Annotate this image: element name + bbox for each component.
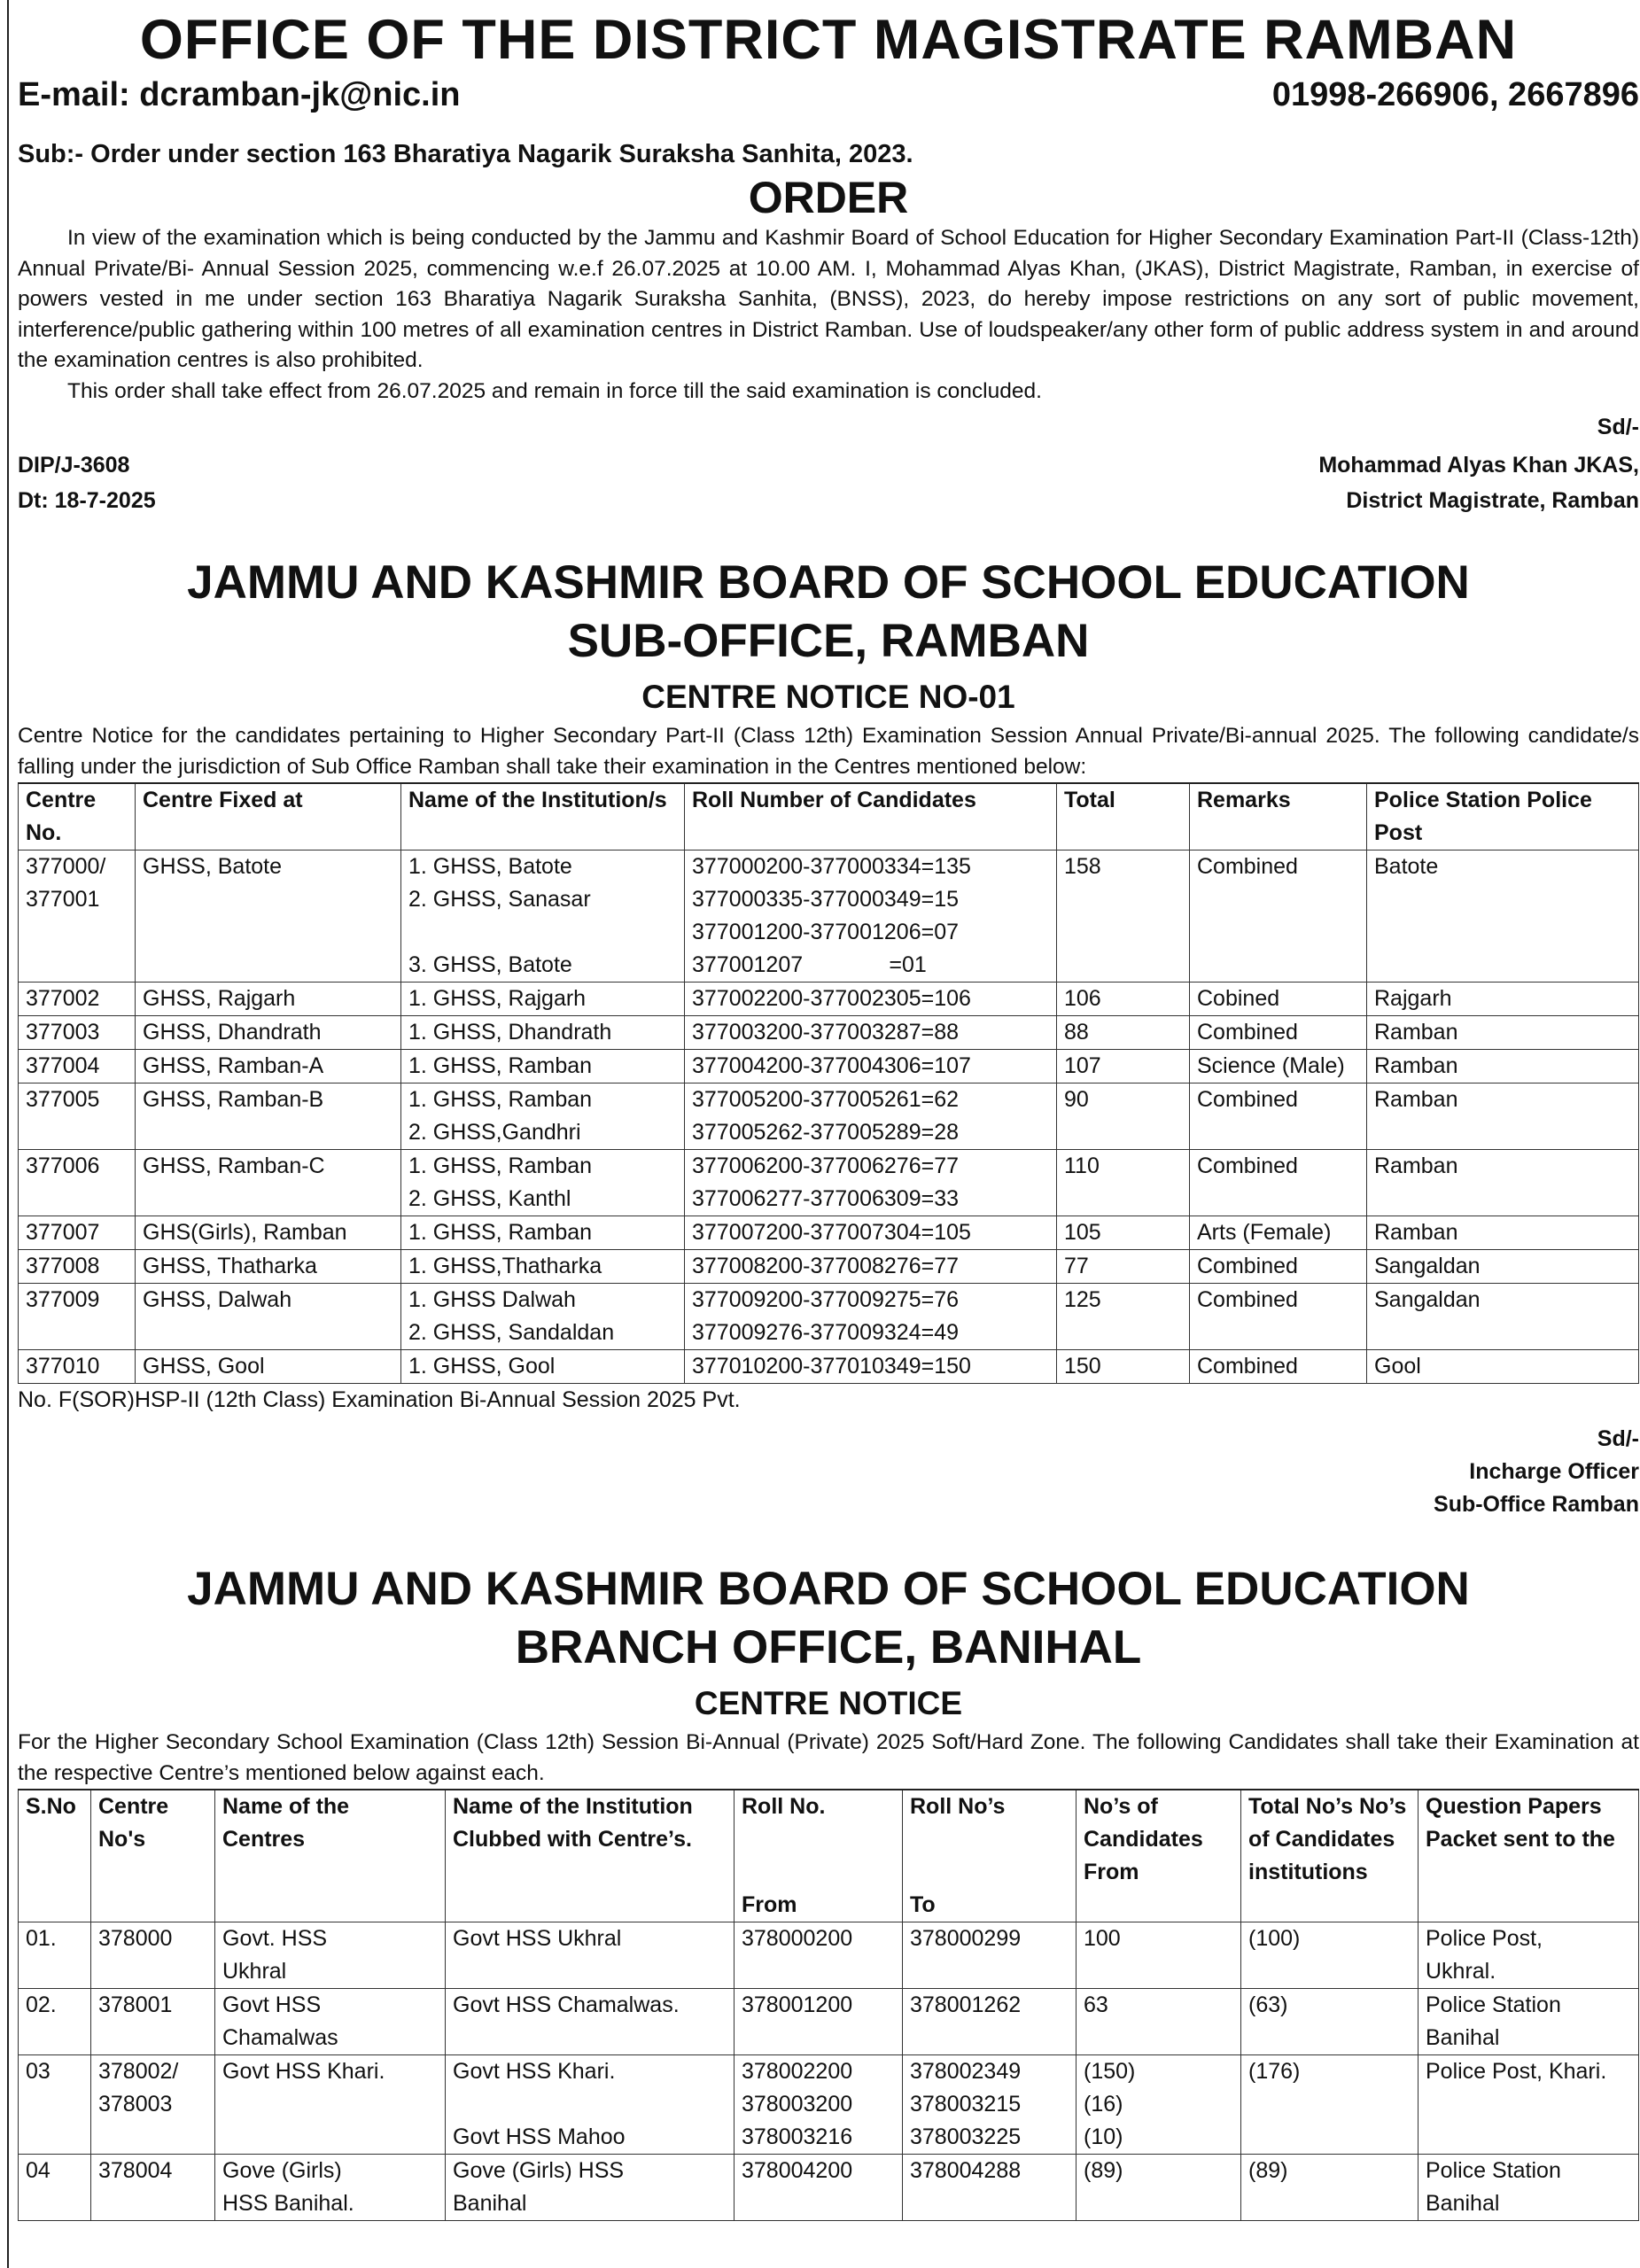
cell-centre-fixed: GHS(Girls), Ramban bbox=[136, 1216, 401, 1250]
cell-institutions: 1. GHSS, Ramban bbox=[401, 1050, 685, 1084]
signatory-designation: District Magistrate, Ramban bbox=[1346, 488, 1639, 513]
cell-roll-from: 378000200 bbox=[735, 1922, 903, 1989]
cell-roll-numbers: 377007200-377007304=105 bbox=[685, 1216, 1057, 1250]
cell-centre-no: 378002/ 378003 bbox=[91, 2055, 215, 2155]
cell-total: 158 bbox=[1057, 850, 1190, 983]
cell-total: 125 bbox=[1057, 1284, 1190, 1350]
cell-roll-from: 378002200 378003200 378003216 bbox=[735, 2055, 903, 2155]
cell-centre-no: 377003 bbox=[19, 1016, 136, 1050]
office-title: OFFICE OF THE DISTRICT MAGISTRATE RAMBAN bbox=[139, 9, 1518, 71]
cell-remarks: Combined bbox=[1190, 1084, 1367, 1150]
cell-centre-no: 378004 bbox=[91, 2155, 215, 2221]
cell-centre-no: 377008 bbox=[19, 1250, 136, 1284]
cell-roll-numbers: 377010200-377010349=150 bbox=[685, 1350, 1057, 1384]
cell-institutions: 1. GHSS, Batote 2. GHSS, Sanasar 3. GHSS, Batote bbox=[401, 850, 685, 983]
table-row bbox=[19, 1250, 1639, 1284]
cell-total: 105 bbox=[1057, 1216, 1190, 1250]
page-border bbox=[7, 0, 9, 2268]
cell-remarks: Combined bbox=[1190, 1016, 1367, 1050]
cell-institutions: 1. GHSS, Ramban 2. GHSS, Kanthl bbox=[401, 1150, 685, 1216]
cell-institution: Govt HSS Khari. Govt HSS Mahoo bbox=[446, 2055, 735, 2155]
cell-centre-fixed: GHSS, Dhandrath bbox=[136, 1016, 401, 1050]
order-signatory bbox=[1318, 447, 1639, 518]
cell-remarks: Arts (Female) bbox=[1190, 1216, 1367, 1250]
cell-centre-no: 377009 bbox=[19, 1284, 136, 1350]
col-police: Police Station Police Post bbox=[1367, 783, 1639, 850]
cell-centre-name: Gove (Girls) HSS Banihal. bbox=[215, 2155, 446, 2221]
col-centre-no: Centre No's bbox=[91, 1790, 215, 1922]
cell-candidates: 63 bbox=[1076, 1989, 1241, 2055]
ramban-signatory-title: Incharge Officer bbox=[1469, 1459, 1639, 1484]
cell-candidates: 100 bbox=[1076, 1922, 1241, 1989]
banihal-office-title: BRANCH OFFICE, BANIHAL bbox=[515, 1621, 1142, 1674]
dip-number: DIP/J-3608 bbox=[18, 453, 130, 478]
col-sno: S.No bbox=[19, 1790, 91, 1922]
cell-total: (176) bbox=[1241, 2055, 1418, 2155]
order-sd: Sd/- bbox=[1597, 415, 1639, 439]
cell-sno: 01. bbox=[19, 1922, 91, 1989]
table-row bbox=[19, 1050, 1639, 1084]
cell-centre-fixed: GHSS, Batote bbox=[136, 850, 401, 983]
col-roll-from: Roll No. From bbox=[735, 1790, 903, 1922]
cell-remarks: Science (Male) bbox=[1190, 1050, 1367, 1084]
cell-roll-numbers: 377009200-377009275=76 377009276-377009324=49 bbox=[685, 1284, 1057, 1350]
table-row bbox=[19, 983, 1639, 1016]
office-phone: 01998-266906, 2667896 bbox=[1271, 76, 1639, 113]
table-row bbox=[19, 1284, 1639, 1350]
table-row bbox=[19, 1216, 1639, 1250]
cell-total: 107 bbox=[1057, 1050, 1190, 1084]
col-packet: Question Papers Packet sent to the bbox=[1418, 1790, 1639, 1922]
cell-centre-fixed: GHSS, Rajgarh bbox=[136, 983, 401, 1016]
cell-police: Ramban bbox=[1367, 1150, 1639, 1216]
cell-institution: Govt HSS Ukhral bbox=[446, 1922, 735, 1989]
ramban-sd: Sd/- bbox=[1597, 1426, 1639, 1451]
cell-centre-fixed: GHSS, Gool bbox=[136, 1350, 401, 1384]
cell-centre-fixed: GHSS, Ramban-C bbox=[136, 1150, 401, 1216]
cell-centre-no: 377004 bbox=[19, 1050, 136, 1084]
table-header-row bbox=[19, 783, 1639, 850]
cell-roll-numbers: 377008200-377008276=77 bbox=[685, 1250, 1057, 1284]
order-heading: ORDER bbox=[748, 173, 909, 222]
signatory-name: Mohammad Alyas Khan JKAS, bbox=[1318, 453, 1639, 478]
cell-roll-to: 378000299 bbox=[903, 1922, 1076, 1989]
col-institution: Name of the Institution/s bbox=[401, 783, 685, 850]
cell-roll-numbers: 377000200-377000334=135 377000335-377000349=15 377001200-377001206=07 377001207 =01 bbox=[685, 850, 1057, 983]
ramban-signature bbox=[18, 1423, 1639, 1521]
cell-packet: Police Station Banihal bbox=[1418, 2155, 1639, 2221]
cell-total: 106 bbox=[1057, 983, 1190, 1016]
col-institution: Name of the Institution Clubbed with Centre’s. bbox=[446, 1790, 735, 1922]
banihal-table-body bbox=[19, 1922, 1639, 2221]
cell-roll-numbers: 377005200-377005261=62 377005262-377005289=28 bbox=[685, 1084, 1057, 1150]
cell-total: (100) bbox=[1241, 1922, 1418, 1989]
cell-institution: Gove (Girls) HSS Banihal bbox=[446, 2155, 735, 2221]
cell-institutions: 1. GHSS,Thatharka bbox=[401, 1250, 685, 1284]
ramban-board-title: JAMMU AND KASHMIR BOARD OF SCHOOL EDUCATION bbox=[187, 556, 1470, 609]
cell-centre-no: 377002 bbox=[19, 983, 136, 1016]
order-date: Dt: 18-7-2025 bbox=[18, 488, 156, 513]
cell-centre-no: 378000 bbox=[91, 1922, 215, 1989]
cell-police: Ramban bbox=[1367, 1084, 1639, 1150]
cell-roll-from: 378001200 bbox=[735, 1989, 903, 2055]
cell-candidates: (89) bbox=[1076, 2155, 1241, 2221]
order-paragraph-2: This order shall take effect from 26.07.2025 and remain in force till the said examination is concluded. bbox=[67, 378, 1042, 403]
document-page bbox=[18, 0, 1639, 2221]
cell-centre-no: 377010 bbox=[19, 1350, 136, 1384]
banihal-notice-title: CENTRE NOTICE bbox=[694, 1685, 963, 1721]
cell-remarks: Combined bbox=[1190, 1350, 1367, 1384]
cell-centre-fixed: GHSS, Dalwah bbox=[136, 1284, 401, 1350]
table-row bbox=[19, 1150, 1639, 1216]
cell-roll-numbers: 377002200-377002305=106 bbox=[685, 983, 1057, 1016]
cell-centre-name: Govt. HSS Ukhral bbox=[215, 1922, 446, 1989]
cell-police: Sangaldan bbox=[1367, 1284, 1639, 1350]
ramban-signatory-office: Sub-Office Ramban bbox=[1434, 1492, 1639, 1517]
col-remarks: Remarks bbox=[1190, 783, 1367, 850]
cell-police: Sangaldan bbox=[1367, 1250, 1639, 1284]
cell-centre-no: 378001 bbox=[91, 1989, 215, 2055]
cell-centre-no: 377006 bbox=[19, 1150, 136, 1216]
cell-total: 110 bbox=[1057, 1150, 1190, 1216]
cell-candidates: (150) (16) (10) bbox=[1076, 2055, 1241, 2155]
cell-police: Gool bbox=[1367, 1350, 1639, 1384]
cell-total: (89) bbox=[1241, 2155, 1418, 2221]
banihal-board-title: JAMMU AND KASHMIR BOARD OF SCHOOL EDUCATION bbox=[187, 1563, 1470, 1615]
ramban-table-body bbox=[19, 850, 1639, 1384]
cell-institutions: 1. GHSS, Rajgarh bbox=[401, 983, 685, 1016]
cell-roll-to: 378001262 bbox=[903, 1989, 1076, 2055]
cell-centre-fixed: GHSS, Ramban-A bbox=[136, 1050, 401, 1084]
table-header-row bbox=[19, 1790, 1639, 1922]
cell-roll-numbers: 377003200-377003287=88 bbox=[685, 1016, 1057, 1050]
cell-institution: Govt HSS Chamalwas. bbox=[446, 1989, 735, 2055]
cell-roll-numbers: 377006200-377006276=77 377006277-377006309=33 bbox=[685, 1150, 1057, 1216]
cell-total: 88 bbox=[1057, 1016, 1190, 1050]
cell-centre-name: Govt HSS Khari. bbox=[215, 2055, 446, 2155]
office-email: E-mail: dcramban-jk@nic.in bbox=[18, 76, 461, 113]
cell-packet: Police Post, Khari. bbox=[1418, 2055, 1639, 2155]
cell-centre-name: Govt HSS Chamalwas bbox=[215, 1989, 446, 2055]
col-candidates: No’s of Candidates From bbox=[1076, 1790, 1241, 1922]
col-centre-no: Centre No. bbox=[19, 783, 136, 850]
table-row bbox=[19, 1016, 1639, 1050]
order-reference bbox=[18, 447, 156, 518]
cell-roll-from: 378004200 bbox=[735, 2155, 903, 2221]
cell-centre-no: 377000/ 377001 bbox=[19, 850, 136, 983]
banihal-centre-table bbox=[18, 1789, 1639, 2221]
cell-total: (63) bbox=[1241, 1989, 1418, 2055]
cell-institutions: 1. GHSS, Dhandrath bbox=[401, 1016, 685, 1050]
col-roll-to: Roll No’s To bbox=[903, 1790, 1076, 1922]
cell-institutions: 1. GHSS, Gool bbox=[401, 1350, 685, 1384]
table-row bbox=[19, 1350, 1639, 1384]
col-roll: Roll Number of Candidates bbox=[685, 783, 1057, 850]
cell-police: Rajgarh bbox=[1367, 983, 1639, 1016]
cell-total: 77 bbox=[1057, 1250, 1190, 1284]
col-centre-name: Name of the Centres bbox=[215, 1790, 446, 1922]
cell-remarks: Combined bbox=[1190, 1250, 1367, 1284]
cell-centre-no: 377007 bbox=[19, 1216, 136, 1250]
ramban-notice-intro: Centre Notice for the candidates pertaining to Higher Secondary Part-II (Class 12th) Examination Session Annual Private/Bi-annual 2025. The following candidate/s falling under the jurisdiction of Sub Office Ramban shall take their examination in the Centres mentioned below: bbox=[18, 724, 1639, 779]
cell-police: Ramban bbox=[1367, 1050, 1639, 1084]
ramban-centre-table bbox=[18, 782, 1639, 1384]
ramban-office-title: SUB-OFFICE, RAMBAN bbox=[567, 615, 1090, 667]
cell-remarks: Cobined bbox=[1190, 983, 1367, 1016]
col-total: Total No’s No’s of Candidates institutions bbox=[1241, 1790, 1418, 1922]
cell-remarks: Combined bbox=[1190, 1284, 1367, 1350]
order-signature-block bbox=[18, 447, 1639, 518]
table-row bbox=[19, 1922, 1639, 1989]
cell-institutions: 1. GHSS Dalwah 2. GHSS, Sandaldan bbox=[401, 1284, 685, 1350]
banihal-notice-intro: For the Higher Secondary School Examination (Class 12th) Session Bi-Annual (Private) 2025 Soft/Hard Zone. The following Candidates shall take their Examination at the respective Centre’s mentioned below against each. bbox=[18, 1730, 1639, 1785]
cell-remarks: Combined bbox=[1190, 850, 1367, 983]
ramban-reference: No. F(SOR)HSP-II (12th Class) Examination Bi-Annual Session 2025 Pvt. bbox=[18, 1387, 741, 1412]
cell-sno: 02. bbox=[19, 1989, 91, 2055]
cell-roll-to: 378004288 bbox=[903, 2155, 1076, 2221]
table-row bbox=[19, 2155, 1639, 2221]
contact-line bbox=[18, 74, 1639, 115]
cell-roll-to: 378002349 378003215 378003225 bbox=[903, 2055, 1076, 2155]
cell-police: Ramban bbox=[1367, 1016, 1639, 1050]
order-subject: Sub:- Order under section 163 Bharatiya Nagarik Suraksha Sanhita, 2023. bbox=[18, 140, 913, 168]
cell-police: Ramban bbox=[1367, 1216, 1639, 1250]
table-row bbox=[19, 2055, 1639, 2155]
order-paragraph-1: In view of the examination which is being conducted by the Jammu and Kashmir Board of School Education for Higher Secondary Examination Part-II (Class-12th) Annual Private/Bi- Annual Session 2025, commencing w.e.f 26.07.2025 at 10.00 AM. I, Mohammad Alyas Khan, (JKAS), District Magistrate, Ramban, in exercise of powers vested in me under section 163 Bharatiya Nagarik Suraksha Sanhita, (BNSS), 2023, do hereby impose restrictions on any sort of public movement, interference/public gathering within 100 metres of all examination centres in District Ramban. Use of loudspeaker/any other form of public address system in and around the examination centres is also prohibited. bbox=[18, 226, 1639, 372]
cell-remarks: Combined bbox=[1190, 1150, 1367, 1216]
col-total: Total bbox=[1057, 783, 1190, 850]
cell-total: 150 bbox=[1057, 1350, 1190, 1384]
table-row bbox=[19, 850, 1639, 983]
cell-packet: Police Post, Ukhral. bbox=[1418, 1922, 1639, 1989]
cell-sno: 04 bbox=[19, 2155, 91, 2221]
cell-centre-no: 377005 bbox=[19, 1084, 136, 1150]
cell-centre-fixed: GHSS, Ramban-B bbox=[136, 1084, 401, 1150]
cell-total: 90 bbox=[1057, 1084, 1190, 1150]
table-row bbox=[19, 1989, 1639, 2055]
cell-police: Batote bbox=[1367, 850, 1639, 983]
cell-packet: Police Station Banihal bbox=[1418, 1989, 1639, 2055]
cell-institutions: 1. GHSS, Ramban bbox=[401, 1216, 685, 1250]
table-row bbox=[19, 1084, 1639, 1150]
col-centre-fixed: Centre Fixed at bbox=[136, 783, 401, 850]
cell-sno: 03 bbox=[19, 2055, 91, 2155]
ramban-notice-title: CENTRE NOTICE NO-01 bbox=[641, 679, 1015, 715]
cell-roll-numbers: 377004200-377004306=107 bbox=[685, 1050, 1057, 1084]
cell-centre-fixed: GHSS, Thatharka bbox=[136, 1250, 401, 1284]
cell-institutions: 1. GHSS, Ramban 2. GHSS,Gandhri bbox=[401, 1084, 685, 1150]
